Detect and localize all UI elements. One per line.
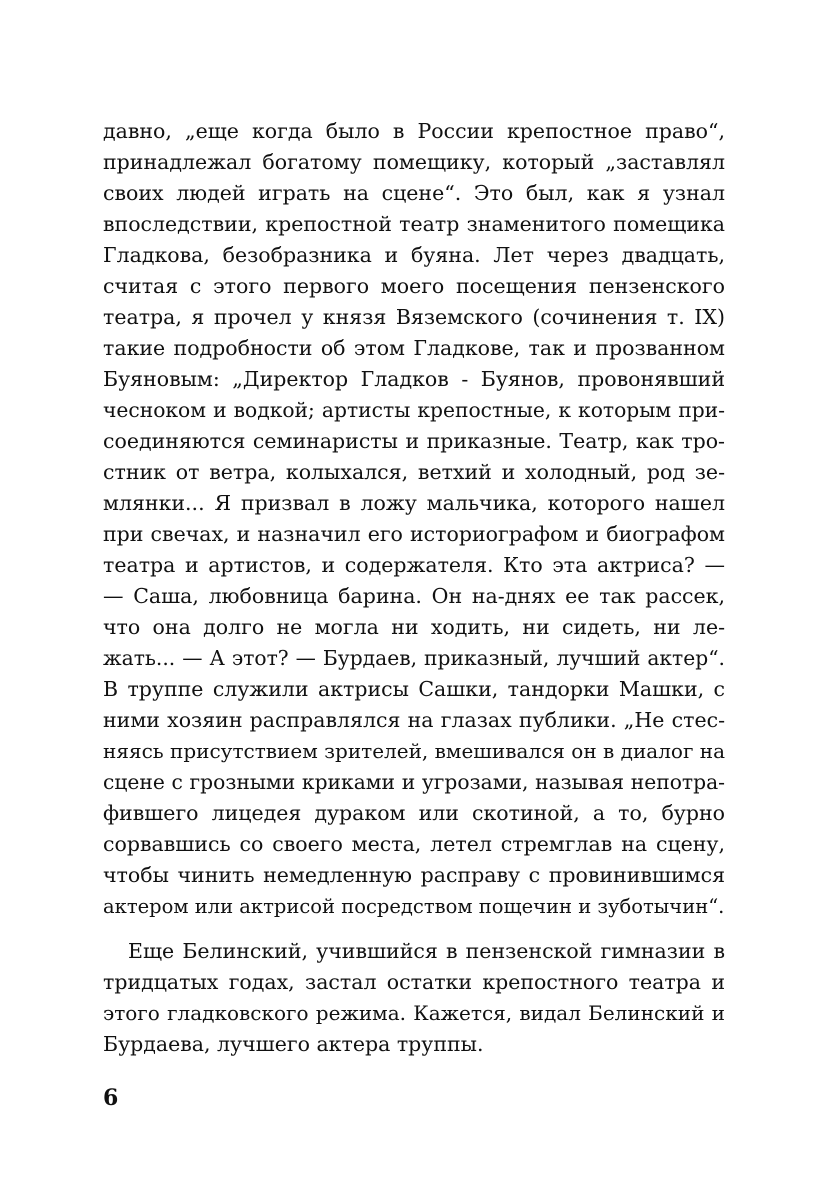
text-line: чесноком и водкой; артисты крепостные, к которым при- <box>103 398 725 422</box>
text-line: жать... — А этот? — Бурдаев, приказный, лучший актер“. <box>103 646 725 670</box>
text-line: сорвавшись со своего места, летел стремглав на сцену, <box>103 832 725 856</box>
text-line: такие подробности об этом Гладкове, так и прозванном <box>103 336 725 360</box>
text-line: своих людей играть на сцене“. Это был, как я узнал <box>103 181 725 205</box>
text-line: Бурдаева, лучшего актера труппы. <box>103 1032 484 1056</box>
text-line: театра и артистов, и содержателя. Кто эта актриса? — <box>103 553 725 577</box>
page-number: 6 <box>103 1085 119 1111</box>
text-line: чтобы чинить немедленную расправу с провинившимся <box>103 863 725 887</box>
text-line: считая с этого первого моего посещения пензенского <box>103 274 725 298</box>
paragraph-2 <box>103 936 725 1060</box>
text-line: соединяются семинаристы и приказные. Театр, как тро- <box>103 429 725 453</box>
text-line: сцене с грозными криками и угрозами, называя непотра- <box>103 770 725 794</box>
text-line: тридцатых годах, застал остатки крепостного театра и <box>103 970 725 994</box>
text-line: актером или актрисой посредством пощечин и зуботычин“. <box>103 895 725 918</box>
text-line: Буяновым: „Директор Гладков - Буянов, провонявший <box>103 367 725 391</box>
text-line: при свечах, и назначил его историографом и биографом <box>103 522 725 546</box>
text-line: этого гладковского режима. Кажется, видал Белинский и <box>103 1001 725 1025</box>
text-line: стник от ветра, колыхался, ветхий и холодный, род зе- <box>103 460 725 484</box>
text-line: давно, „еще когда было в России крепостное право“, <box>103 119 725 143</box>
text-line: Еще Белинский, учившийся в пензенской гимназии в <box>128 939 725 963</box>
text-line: фившего лицедея дураком или скотиной, а то, бурно <box>103 801 725 825</box>
text-line: принадлежал богатому помещику, который „заставлял <box>103 150 725 174</box>
text-line: В труппе служили актрисы Сашки, тандорки Машки, с <box>103 677 725 701</box>
text-line: млянки... Я призвал в ложу мальчика, которого нашел <box>103 491 725 515</box>
text-line: — Саша, любовница барина. Он на-днях ее так рассек, <box>103 584 725 608</box>
text-line: Гладкова, безобразника и буяна. Лет через двадцать, <box>103 243 725 267</box>
paragraph-1 <box>103 116 725 922</box>
text-line: что она долго не могла ни ходить, ни сидеть, ни ле- <box>103 615 725 639</box>
text-line: впоследствии, крепостной театр знаменитого помещика <box>103 212 725 236</box>
text-line: ними хозяин расправлялся на глазах публики. „Не стес- <box>103 708 725 732</box>
text-line: няясь присутствием зрителей, вмешивался он в диалог на <box>103 739 726 763</box>
text-line: театра, я прочел у князя Вяземского (сочинения т. IX) <box>103 305 725 329</box>
